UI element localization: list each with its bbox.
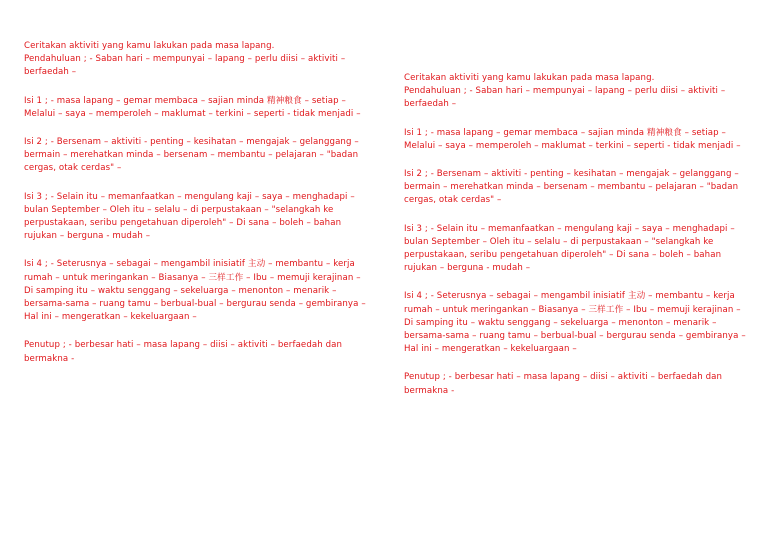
isi-3-paragraph: Isi 3 ; - Selain itu – memanfaatkan – mengulang kaji – saya – menghadapi – bulan September – Oleh itu – selalu – di perpustakaan – "selangkah ke perpustakaan, seribu pengetahuan diperoleh" – Di sana – boleh – bahan rujukan – berguna - mudah – [24, 191, 355, 242]
penutup-paragraph: Penutup ; - berbesar hati – masa lapang – diisi – aktiviti – berfaedah dan bermakna - [24, 340, 343, 364]
isi-2-paragraph: Isi 2 ; - Bersenam – aktiviti - penting – kesihatan – mengajak – gelanggang – bermain – merehatkan minda – bersenam – membantu – pelajaran – "badan cergas, otak cerdas" – [24, 137, 359, 174]
essay-title: Ceritakan aktiviti yang kamu lakukan pada masa lapang. [24, 41, 275, 51]
right-essay-notes [404, 72, 749, 413]
pendahuluan-paragraph: Pendahuluan ; - Saban hari – mempunyai – lapang – perlu diisi – aktiviti – berfaedah – [404, 86, 726, 110]
isi-4-paragraph: Isi 4 ; - Seterusnya – sebagai – mengambil inisiatif 主动 – membantu – kerja rumah – untuk meringankan – Biasanya – 三样工作 – Ibu – memuji kerajinan – Di samping itu – waktu senggang – sekeluarga – menonton – menarik – bersama-sama – ruang tamu – berbual-bual – bergurau senda – gembiranya – Hal ini – mengeratkan – kekeluargaan – [404, 291, 746, 355]
isi-2-paragraph: Isi 2 ; - Bersenam – aktiviti - penting – kesihatan – mengajak – gelanggang – bermain – merehatkan minda – bersenam – membantu – pelajaran – "badan cergas, otak cerdas" – [404, 169, 739, 206]
essay-title: Ceritakan aktiviti yang kamu lakukan pada masa lapang. [404, 73, 655, 83]
isi-1-paragraph: Isi 1 ; - masa lapang – gemar membaca – sajian minda 精神粮食 – setiap – Melalui – saya – memperoleh – maklumat – terkini – seperti - tidak menjadi – [24, 95, 361, 119]
isi-4-paragraph: Isi 4 ; - Seterusnya – sebagai – mengambil inisiatif 主动 – membantu – kerja rumah – untuk meringankan – Biasanya – 三样工作 – Ibu – memuji kerajinan – Di samping itu – waktu senggang – sekeluarga – menonton – menarik – bersama-sama – ruang tamu – berbual-bual – bergurau senda – gembiranya – Hal ini – mengeratkan – kekeluargaan – [24, 259, 366, 323]
left-essay-notes [24, 40, 369, 381]
pendahuluan-paragraph: Pendahuluan ; - Saban hari – mempunyai – lapang – perlu diisi – aktiviti – berfaedah – [24, 54, 346, 78]
penutup-paragraph: Penutup ; - berbesar hati – masa lapang – diisi – aktiviti – berfaedah dan bermakna - [404, 372, 723, 396]
isi-3-paragraph: Isi 3 ; - Selain itu – memanfaatkan – mengulang kaji – saya – menghadapi – bulan September – Oleh itu – selalu – di perpustakaan – "selangkah ke perpustakaan, seribu pengetahuan diperoleh" – Di sana – boleh – bahan rujukan – berguna - mudah – [404, 223, 735, 274]
isi-1-paragraph: Isi 1 ; - masa lapang – gemar membaca – sajian minda 精神粮食 – setiap – Melalui – saya – memperoleh – maklumat – terkini – seperti - tidak menjadi – [404, 127, 741, 151]
